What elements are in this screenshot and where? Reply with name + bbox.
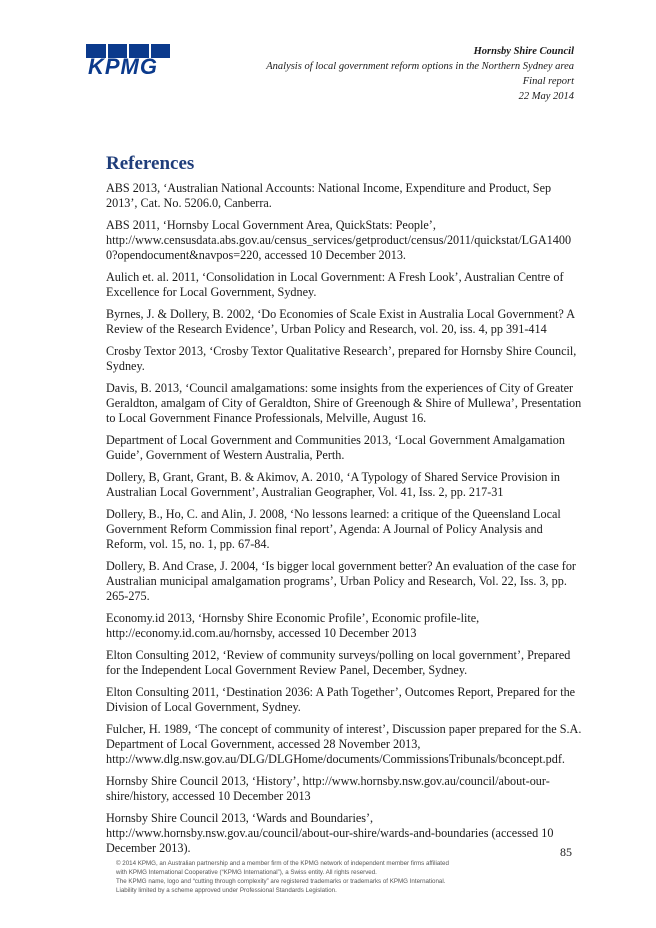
footer-copyright: © 2014 KPMG, an Australian partnership and a member firm of the KPMG network of independent member firms affiliated (116, 860, 449, 867)
header-date: 22 May 2014 (518, 91, 574, 102)
reference-item: Hornsby Shire Council 2013, ‘History’, http://www.hornsby.nsw.gov.au/council/about-our-shire/history, accessed 10 December 2013 (106, 774, 550, 803)
reference-item: Elton Consulting 2012, ‘Review of community surveys/polling on local government’, Prepared for the Independent Local Government Review Panel, December, Sydney. (106, 648, 571, 677)
page-footer (116, 859, 576, 895)
footer-liability: Liability limited by a scheme approved under Professional Standards Legislation. (116, 887, 337, 894)
reference-item: Aulich et. al. 2011, ‘Consolidation in Local Government: A Fresh Look’, Australian Centre of Excellence for Local Government, Sydney. (106, 270, 564, 299)
reference-item: ABS 2011, ‘Hornsby Local Government Area, QuickStats: People’, http://www.censusdata.abs.gov.au/census_services/getproduct/census/2011/quickstat/LGA1400 0?opendocument&navpos=220, accessed 10 December 2013. (106, 218, 572, 262)
footer-copyright-cont: with KPMG International Cooperative (“KPMG International”), a Swiss entity. All rights reserved. (116, 869, 377, 876)
header-subtitle: Analysis of local government reform options in the Northern Sydney area (266, 61, 574, 72)
page-header (266, 44, 574, 104)
reference-item: ABS 2013, ‘Australian National Accounts: National Income, Expenditure and Product, Sep 2013’, Cat. No. 5206.0, Canberra. (106, 181, 552, 210)
header-organisation: Hornsby Shire Council (473, 46, 574, 57)
section-title: References (106, 153, 195, 174)
reference-item: Elton Consulting 2011, ‘Destination 2036: A Path Together’, Outcomes Report, Prepared for the Division of Local Government, Sydney. (106, 685, 576, 714)
reference-item: Davis, B. 2013, ‘Council amalgamations: some insights from the experiences of City of Greater Geraldton, amalgam of City of Geraldton, Shire of Greenough & Shire of Mullewa’, Presentation to Local Government Finance Professionals, Melville, August 16. (106, 381, 582, 425)
reference-list (106, 181, 584, 863)
header-report-type: Final report (522, 76, 574, 87)
reference-item: Dollery, B, Grant, Grant, B. & Akimov, A. 2010, ‘A Typology of Shared Service Provision in Australian Local Government’, Australian Geographer, Vol. 41, Iss. 2, pp. 217-31 (106, 470, 560, 499)
reference-item: Dollery, B. And Crase, J. 2004, ‘Is bigger local government better? An evaluation of the case for Australian municipal amalgamation programs’, Urban Policy and Research, Vol. 22, Iss. 3, pp. 265-275. (106, 559, 576, 603)
reference-item: Hornsby Shire Council 2013, ‘Wards and Boundaries’, http://www.hornsby.nsw.gov.au/council/about-our-shire/wards-and-boundaries (accessed 10 December 2013). (106, 811, 554, 855)
reference-item: Dollery, B., Ho, C. and Alin, J. 2008, ‘No lessons learned: a critique of the Queensland Local Government Reform Commission final report’, Agenda: A Journal of Policy Analysis and Reform, vol. 15, no. 1, pp. 67-84. (106, 507, 561, 551)
reference-item: Byrnes, J. & Dollery, B. 2002, ‘Do Economies of Scale Exist in Australia Local Government? A Review of the Research Evidence’, Urban Policy and Research, vol. 20, iss. 4, pp 391-414 (106, 307, 575, 336)
reference-item: Economy.id 2013, ‘Hornsby Shire Economic Profile’, Economic profile-lite, http://economy.id.com.au/hornsby, accessed 10 December 2013 (106, 611, 480, 640)
page-number: 85 (560, 845, 572, 859)
kpmg-logo (86, 44, 170, 80)
footer-trademark: The KPMG name, logo and “cutting through complexity” are registered trademarks or trademarks of KPMG International. (116, 878, 446, 885)
reference-item: Department of Local Government and Communities 2013, ‘Local Government Amalgamation Guide’, Government of Western Australia, Perth. (106, 433, 565, 462)
reference-item: Crosby Textor 2013, ‘Crosby Textor Qualitative Research’, prepared for Hornsby Shire Council, Sydney. (106, 344, 577, 373)
logo-wordmark: KPMG (88, 54, 158, 79)
reference-item: Fulcher, H. 1989, ‘The concept of community of interest’, Discussion paper prepared for the S.A. Department of Local Government, accessed 28 November 2013, http://www.dlg.nsw.gov.au/DLG/DLGHome/documents/CommissionsTribunals/bconcept.pdf. (106, 722, 582, 766)
